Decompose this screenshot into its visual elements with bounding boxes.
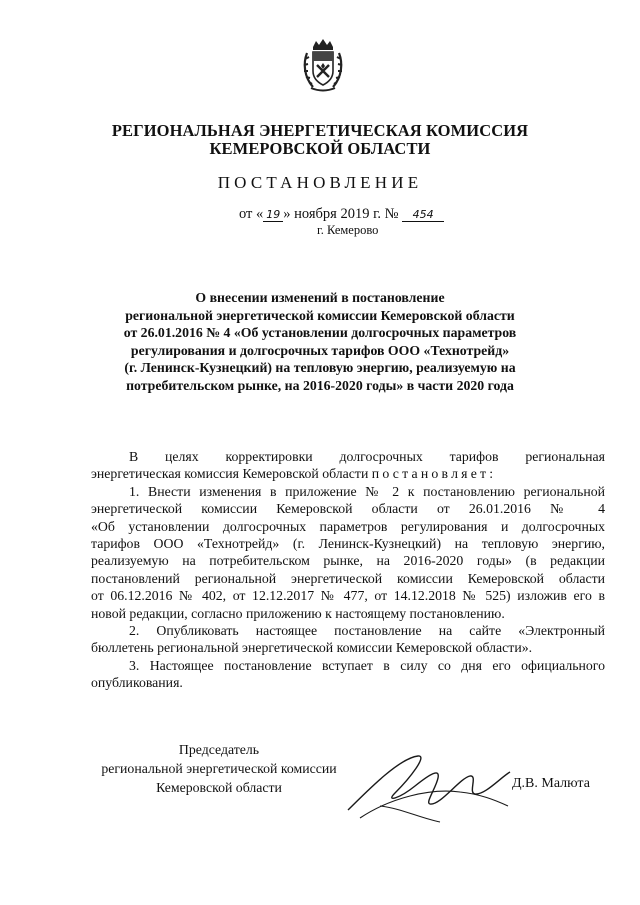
subject-line: региональной энергетической комиссии Кемеровской области: [125, 307, 515, 323]
decree-subject: [0, 289, 640, 395]
preamble-text: энергетическая комиссия Кемеровской области: [91, 466, 372, 482]
item-1-line: постановлений региональной энергетической комиссии Кемеровской области: [91, 570, 605, 586]
subject-line: регулирования и долгосрочных тарифов ООО «Технотрейд»: [130, 342, 510, 358]
decree-body: [91, 448, 605, 692]
signatory-name: Д.В. Малюта: [512, 776, 590, 791]
item-1-line: новой редакции, согласно приложению к настоящему постановлению.: [91, 605, 505, 621]
item-1-line: «Об установлении долгосрочных параметров регулирования и долгосрочных: [91, 518, 605, 534]
subject-line: потребительском рынке, на 2016-2020 годы» в части 2020 года: [126, 377, 514, 393]
document-type: ПОСТАНОВЛЕНИЕ: [217, 173, 423, 192]
subject-line: от 26.01.2016 № 4 «Об установлении долгосрочных параметров: [123, 325, 517, 341]
item-1-line: 1. Внести изменения в приложение № 2 к постановлению региональной: [129, 483, 605, 499]
decree-verb: постановляет:: [371, 466, 497, 482]
preamble-line: В целях корректировки долгосрочных тарифов региональная: [129, 449, 605, 464]
item-2-line: бюллетень региональной энергетической комиссии Кемеровской области».: [91, 640, 533, 656]
item-3-line: 3. Настоящее постановление вступает в силу со дня его официального: [129, 657, 605, 673]
item-1-line: тарифов ООО «Технотрейд» (г. Ленинск-Кузнецкий) на тепловую энергию,: [91, 536, 605, 552]
item-3-line: опубликования.: [91, 675, 183, 691]
signatory-title: [89, 740, 349, 797]
handwritten-signature: [340, 748, 515, 833]
document-number-handwritten: 454: [402, 209, 444, 222]
city-label: г. Кемерово: [317, 223, 379, 237]
item-2-line: 2. Опубликовать настоящее постановление на сайте «Электронный: [129, 623, 605, 639]
organization-name-line-2: КЕМЕРОВСКОЙ ОБЛАСТИ: [209, 139, 431, 158]
organization-name-line-1: РЕГИОНАЛЬНАЯ ЭНЕРГЕТИЧЕСКАЯ КОМИССИЯ: [111, 121, 529, 140]
signatory-title-line: Председатель: [178, 742, 260, 757]
item-1-line: энергетической комиссии Кемеровской области от 26.01.2016 № 4: [91, 501, 605, 517]
coat-of-arms-icon: [301, 37, 345, 93]
document-date-line: [239, 206, 444, 223]
signatory-title-line: Кемеровской области: [156, 780, 282, 795]
subject-line: (г. Ленинск-Кузнецкий) на тепловую энергию, реализуемую на: [124, 360, 516, 376]
date-day-handwritten: 19: [263, 209, 283, 222]
subject-line: О внесении изменений в постановление: [195, 290, 445, 305]
signatory-title-line: региональной энергетической комиссии: [101, 761, 337, 776]
preamble-line: [91, 465, 605, 482]
date-prefix: от «: [239, 206, 264, 222]
date-month-year: » ноября 2019 г. №: [283, 206, 399, 222]
item-1-line: от 06.12.2016 № 402, от 12.12.2017 № 477, от 14.12.2018 № 525) изложив его в: [91, 588, 605, 604]
item-1-line: реализуемую на потребительском рынке, на 2016-2020 годы» (в редакции: [91, 553, 605, 569]
